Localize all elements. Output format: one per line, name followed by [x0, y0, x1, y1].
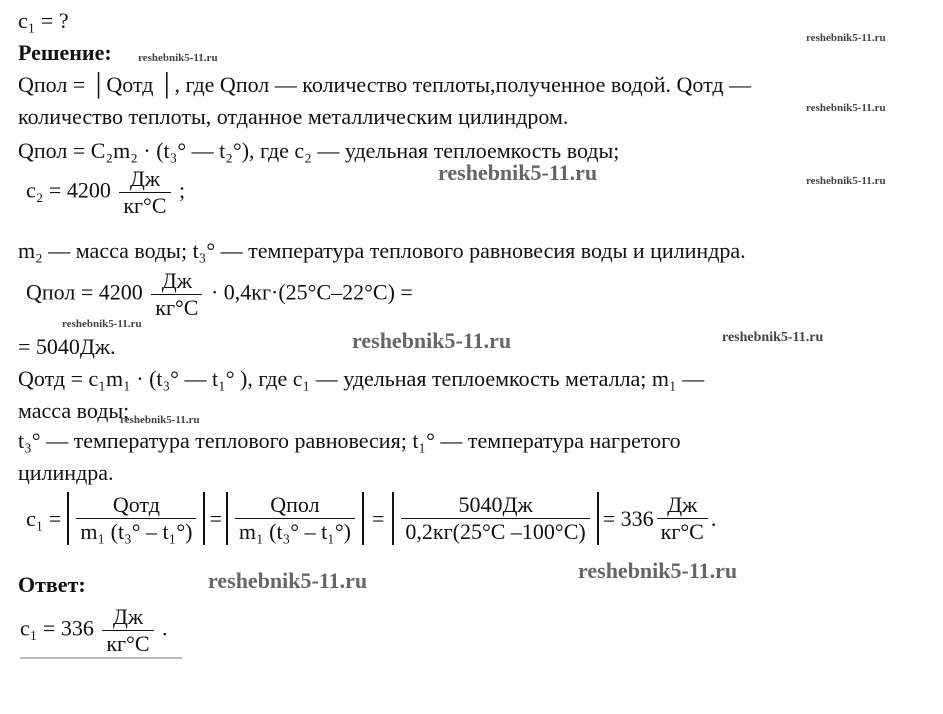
text-line-4: Qпол = C₂m₂ · (t₃° — t₂°), где c₂ — удельная теплоемкость воды;: [18, 138, 620, 163]
text-line-3: количество теплоты, отданное металлическим цилиндром.: [18, 104, 569, 129]
fraction-3: [401, 492, 589, 545]
fraction-2: [235, 492, 355, 545]
watermark-big-2: reshebnik5-11.ru: [352, 328, 512, 353]
text-line-12: цилиндра.: [18, 460, 114, 485]
fraction-1-num: Qотд: [112, 492, 160, 517]
solution-label: Решение:: [18, 40, 112, 65]
watermark-small-3: reshebnik5-11.ru: [806, 102, 886, 114]
formula-qpol-fraction: [151, 268, 202, 321]
abs-fraction-2: [226, 492, 364, 545]
formula-qpol-num: Дж: [161, 268, 192, 293]
equals-2: =: [371, 505, 385, 531]
formula-qpol-lhs: Qпол = 4200: [26, 279, 143, 305]
result-unit: [657, 492, 708, 545]
formula-qpol: [26, 268, 413, 321]
watermark-small-6: reshebnik5-11.ru: [120, 414, 200, 426]
result-value: = 336: [602, 505, 654, 531]
watermark-small-5: reshebnik5-11.ru: [62, 318, 142, 330]
text-line-2: Qпол = │Qотд │, где Qпол — количество теплоты,полученное водой. Qотд —: [18, 72, 752, 97]
given-line: c₁ = ?: [18, 8, 69, 33]
abs-fraction-1: [67, 492, 205, 545]
watermark-big-4: reshebnik5-11.ru: [578, 558, 738, 583]
formula-c2-end: ;: [179, 177, 186, 203]
fraction-2-num: Qпол: [270, 492, 320, 517]
answer-label: Ответ:: [18, 572, 86, 597]
formula-c1: [26, 492, 716, 545]
formula-qpol-den: кг°C: [151, 294, 202, 321]
result-end: .: [710, 505, 717, 531]
watermark-small-7: reshebnik5-11.ru: [722, 330, 824, 345]
answer-lhs: c₁ = 336: [20, 615, 94, 641]
watermark-big-3: reshebnik5-11.ru: [208, 568, 368, 593]
result-unit-num: Дж: [667, 492, 698, 517]
fraction-1: [76, 492, 196, 545]
answer-formula: [20, 604, 182, 659]
watermark-small-2: reshebnik5-11.ru: [806, 32, 886, 44]
abs-fraction-3: [392, 492, 598, 545]
watermark-small-4: reshebnik5-11.ru: [806, 175, 886, 187]
watermark-small-1: reshebnik5-11.ru: [138, 52, 218, 64]
fraction-3-den: 0,2кг(25°C –100°C): [401, 518, 589, 545]
fraction-2-den: m₁ (t₃° – t₁°): [235, 518, 355, 545]
watermark-big-1: reshebnik5-11.ru: [438, 160, 598, 185]
answer-end: .: [162, 615, 168, 641]
formula-c2-fraction: [119, 166, 170, 219]
formula-c2-lhs: c₂ = 4200: [26, 177, 111, 203]
fraction-3-num: 5040Дж: [458, 492, 533, 517]
formula-qpol-rhs: · 0,4кг·(25°C–22°C) =: [210, 279, 413, 305]
fraction-1-den: m₁ (t₃° – t₁°): [76, 518, 196, 545]
answer-unit-num: Дж: [112, 604, 144, 629]
text-line-11: t₃° — температура теплового равновесия; t₁° — температура нагретого: [18, 428, 681, 453]
formula-c2-num: Дж: [129, 166, 161, 191]
result-qpol: = 5040Дж.: [18, 334, 116, 359]
formula-c2-den: кг°C: [119, 192, 170, 219]
result-unit-den: кг°C: [657, 518, 708, 545]
text-line-10: масса воды;: [18, 398, 130, 423]
answer-unit-den: кг°C: [102, 630, 153, 657]
text-line-6: m₂ — масса воды; t₃° — температура теплового равновесия воды и цилиндра.: [18, 238, 746, 263]
formula-c2: [26, 166, 185, 219]
answer-unit: [102, 604, 153, 657]
text-line-9: Qотд = c₁m₁ · (t₃° — t₁° ), где c₁ — удельная теплоемкость металла; m₁ —: [18, 366, 705, 391]
formula-c1-lhs: c₁ =: [26, 505, 62, 531]
equals-1: =: [209, 505, 222, 531]
